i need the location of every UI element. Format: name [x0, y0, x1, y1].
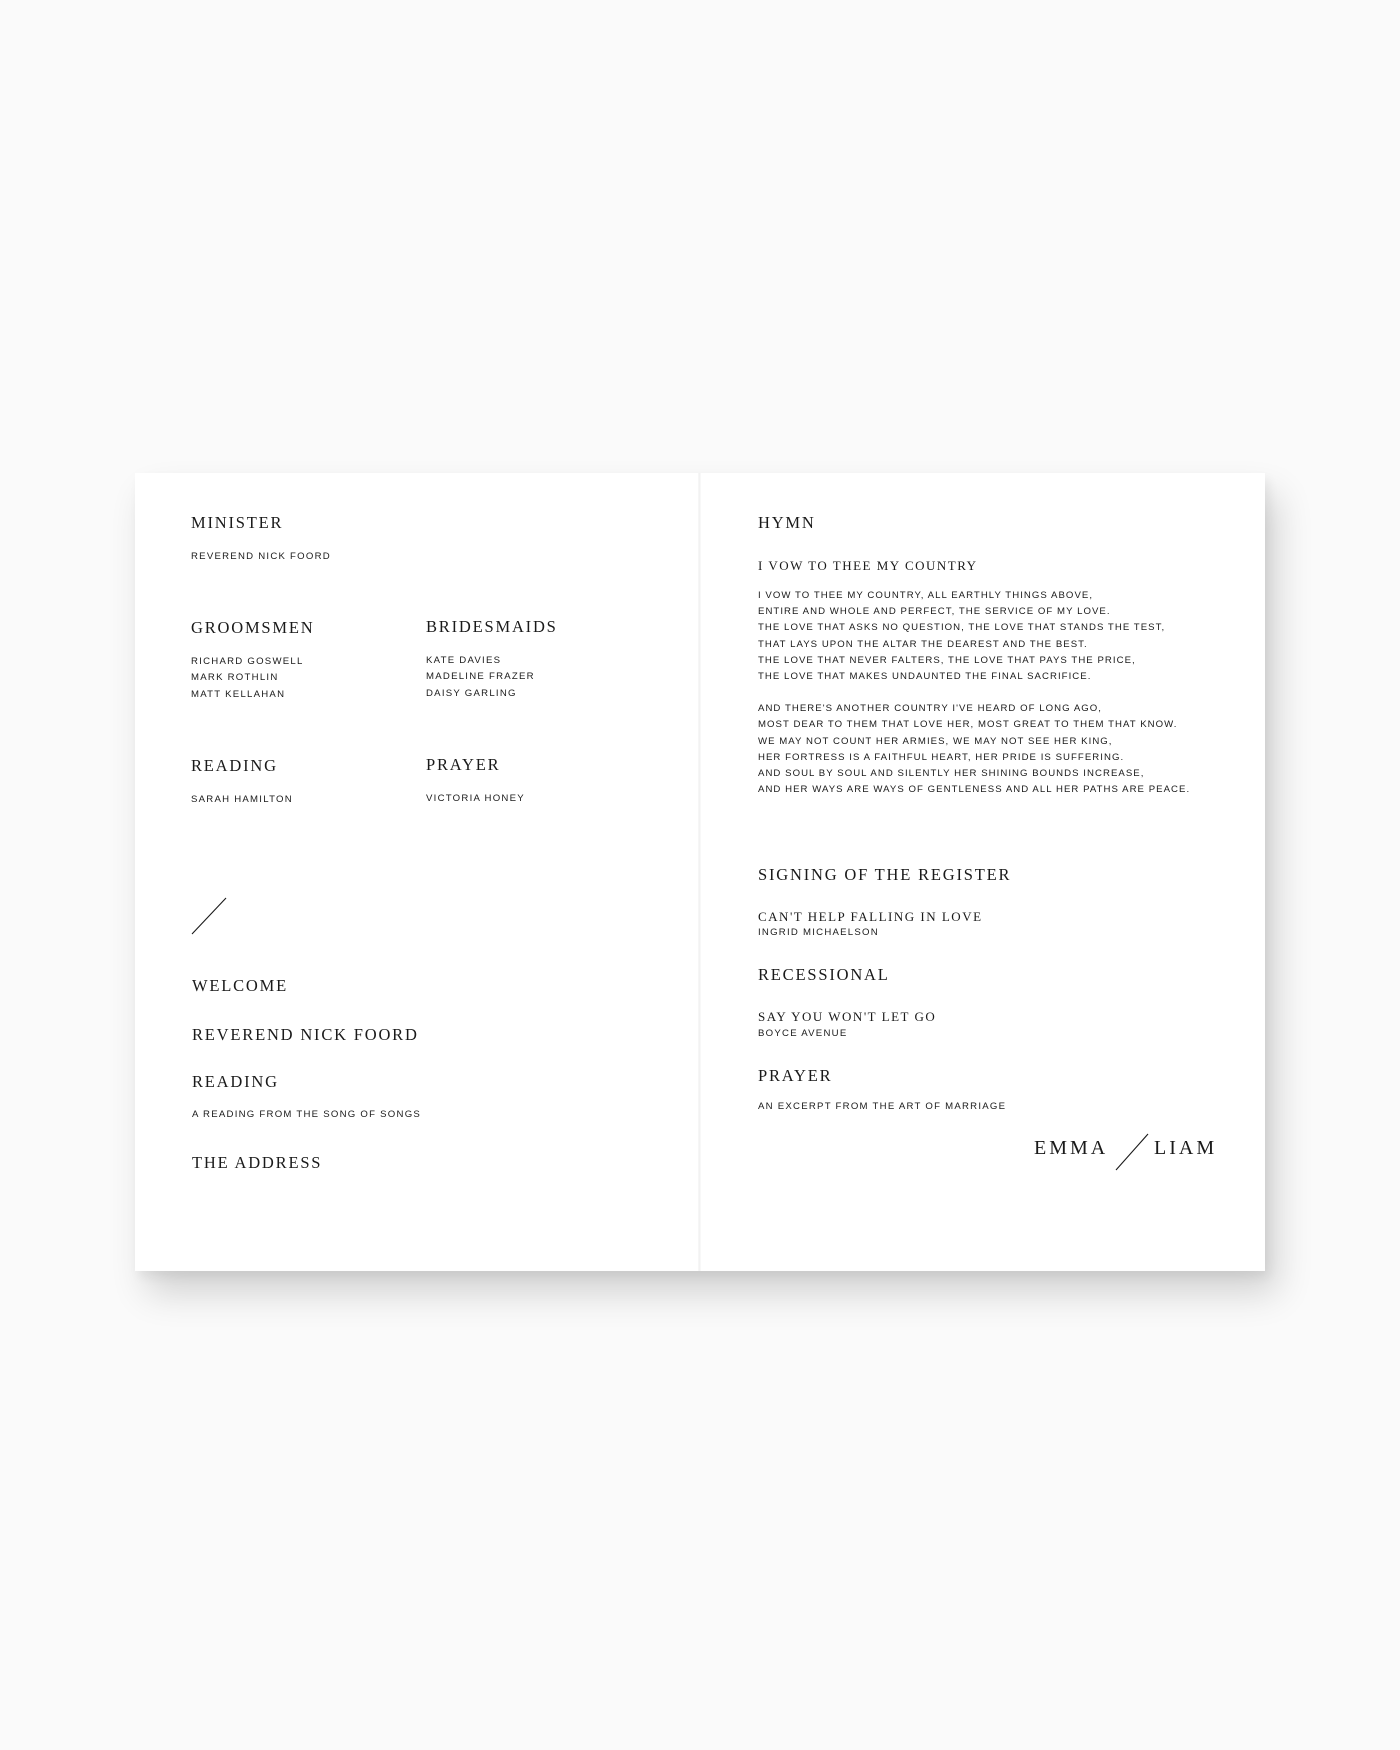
welcome-heading: WELCOME — [192, 976, 289, 995]
groomsman-name: MARK ROTHLIN — [191, 672, 279, 684]
recessional-artist: BOYCE AVENUE — [758, 1028, 848, 1039]
lyric-line: THE LOVE THAT MAKES UNDAUNTED THE FINAL SACRIFICE. — [758, 671, 1092, 683]
hymn-title: I VOW TO THEE MY COUNTRY — [758, 558, 978, 573]
recessional-heading: RECESSIONAL — [758, 965, 890, 984]
prayer-reader-name: VICTORIA HONEY — [426, 793, 525, 804]
monogram-second-name: LIAM — [1154, 1137, 1218, 1159]
lyric-line: AND HER WAYS ARE WAYS OF GENTLENESS AND ALL HER PATHS ARE PEACE. — [758, 784, 1191, 796]
signing-heading: SIGNING OF THE REGISTER — [758, 865, 1012, 884]
minister-heading: MINISTER — [191, 513, 284, 532]
welcome-by: REVEREND NICK FOORD — [192, 1025, 419, 1044]
lyric-line: WE MAY NOT COUNT HER ARMIES, WE MAY NOT SEE HER KING, — [758, 735, 1113, 747]
hymn-lyrics — [758, 588, 1190, 798]
lyric-line: AND THERE'S ANOTHER COUNTRY I'VE HEARD OF LONG AGO, — [758, 703, 1103, 715]
bridesmaids-heading: BRIDESMAIDS — [426, 617, 558, 636]
reader-name: SARAH HAMILTON — [191, 794, 293, 805]
lyric-line: ENTIRE AND WHOLE AND PERFECT, THE SERVICE OF MY LOVE. — [758, 606, 1111, 618]
groomsman-name: RICHARD GOSWELL — [191, 656, 304, 667]
groomsmen-heading: GROOMSMEN — [191, 618, 315, 637]
groomsmen-list — [191, 654, 304, 703]
lyric-line: MOST DEAR TO THEM THAT LOVE HER, MOST GREAT TO THEM THAT KNOW. — [758, 719, 1178, 731]
left-page — [135, 473, 698, 1271]
address-heading: THE ADDRESS — [192, 1153, 323, 1172]
monogram-first-name: EMMA — [1034, 1137, 1109, 1159]
signing-song: CAN'T HELP FALLING IN LOVE — [758, 909, 983, 924]
right-page — [701, 473, 1265, 1271]
hymn-heading: HYMN — [758, 513, 816, 532]
recessional-song: SAY YOU WON'T LET GO — [758, 1009, 937, 1024]
reading-order-heading: READING — [192, 1072, 279, 1091]
bridesmaids-list — [426, 653, 535, 702]
closing-prayer-detail: AN EXCERPT FROM THE ART OF MARRIAGE — [758, 1101, 1007, 1112]
bridesmaid-name: DAISY GARLING — [426, 687, 517, 699]
ceremony-program-booklet — [135, 473, 1265, 1271]
minister-name: REVEREND NICK FOORD — [191, 551, 331, 562]
reading-heading: READING — [191, 756, 278, 775]
lyric-line: AND SOUL BY SOUL AND SILENTLY HER SHINING BOUNDS INCREASE, — [758, 768, 1145, 780]
lyric-line: HER FORTRESS IS A FAITHFUL HEART, HER PRIDE IS SUFFERING. — [758, 751, 1125, 763]
lyric-line: THE LOVE THAT ASKS NO QUESTION, THE LOVE THAT STANDS THE TEST, — [758, 622, 1166, 634]
monogram-slash — [1115, 1133, 1149, 1171]
lyric-line: THE LOVE THAT NEVER FALTERS, THE LOVE THAT PAYS THE PRICE, — [758, 654, 1136, 666]
bridesmaid-name: MADELINE FRAZER — [426, 671, 535, 683]
lyric-line: THAT LAYS UPON THE ALTAR THE DEAREST AND THE BEST. — [758, 638, 1088, 650]
slash-divider — [191, 897, 227, 935]
bridesmaid-name: KATE DAVIES — [426, 655, 502, 666]
prayer-heading: PRAYER — [426, 755, 501, 774]
lyric-line: I VOW TO THEE MY COUNTRY, ALL EARTHLY THINGS ABOVE, — [758, 590, 1094, 601]
reading-detail: A READING FROM THE SONG OF SONGS — [192, 1109, 422, 1120]
closing-prayer-heading: PRAYER — [758, 1066, 833, 1085]
groomsman-name: MATT KELLAHAN — [191, 688, 286, 700]
signing-artist: INGRID MICHAELSON — [758, 927, 879, 938]
